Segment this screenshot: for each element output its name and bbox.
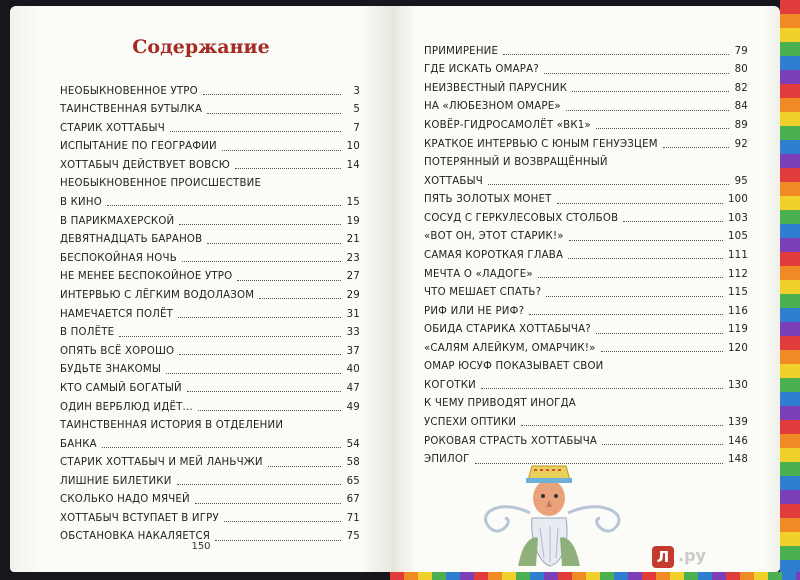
toc-entry-title: НАМЕЧАЕТСЯ ПОЛЁТ (60, 308, 174, 320)
toc-entry (60, 363, 360, 382)
dot-leader (568, 258, 723, 259)
toc-page-number: 40 (346, 364, 360, 376)
toc-entry-title-line: ТАИНСТВЕННАЯ ИСТОРИЯ В ОТДЕЛЕНИИ (60, 419, 284, 431)
toc-entry (424, 81, 748, 100)
toc-entry-title: ХОТТАБЫЧ ВСТУПАЕТ В ИГРУ (60, 512, 219, 524)
toc-entry-line (60, 493, 360, 507)
toc-entry (60, 140, 360, 159)
dot-leader (544, 73, 729, 74)
toc-entry-title: НА «ЛЮБЕЗНОМ ОМАРЕ» (424, 101, 561, 113)
toc-entry (424, 100, 748, 119)
toc-entry-title: ХОТТАБЫЧ (424, 175, 483, 187)
toc-entry (60, 270, 360, 289)
toc-entry (60, 307, 360, 326)
toc-page-number: 21 (346, 234, 360, 246)
toc-entry-line (60, 308, 360, 322)
dot-leader (268, 466, 341, 467)
toc-entry (60, 474, 360, 493)
toc-entry (60, 493, 360, 512)
left-page (10, 6, 392, 572)
toc-entry-title-line: ОМАР ЮСУФ ПОКАЗЫВАЕТ СВОИ (424, 360, 604, 372)
dot-leader (207, 113, 341, 114)
toc-entry-line (60, 326, 360, 340)
toc-page-number: 80 (734, 64, 748, 76)
toc-entry-line (60, 196, 360, 210)
dot-leader (538, 277, 723, 278)
toc-entry-line (60, 382, 360, 396)
rainbow-bottom-stripe (390, 572, 800, 580)
dot-leader (663, 147, 729, 148)
toc-entry-line (424, 230, 748, 244)
toc-page-number: 115 (727, 287, 748, 299)
toc-entry-title: СТАРИК ХОТТАБЫЧ (60, 122, 165, 134)
toc-entry (424, 341, 748, 360)
toc-page-number: 112 (727, 268, 748, 280)
toc-entry (60, 326, 360, 345)
toc-entry (60, 511, 360, 530)
toc-entry-title: УСПЕХИ ОПТИКИ (424, 416, 517, 428)
toc-entry-title: «ВОТ ОН, ЭТОТ СТАРИК!» (424, 231, 564, 243)
toc-page-number: 67 (346, 494, 360, 506)
toc-page-number: 105 (727, 231, 748, 243)
toc-entry-title: БАНКА (60, 438, 97, 450)
toc-entry-title: ЧТО МЕШАЕТ СПАТЬ? (424, 287, 542, 299)
toc-entry-title: ХОТТАБЫЧ ДЕЙСТВУЕТ ВОВСЮ (60, 159, 230, 171)
dot-leader (602, 444, 723, 445)
toc-entry-title: ОБИДА СТАРИКА ХОТТАБЫЧА? (424, 324, 591, 336)
toc-entry-title: БУДЬТЕ ЗНАКОМЫ (60, 364, 162, 376)
toc-entry-line (60, 85, 360, 99)
toc-page-number: 58 (346, 457, 360, 469)
toc-entry-line (60, 159, 360, 173)
toc-entry-line (60, 456, 360, 470)
toc-entry (424, 286, 748, 305)
toc-entry-title: ОПЯТЬ ВСЁ ХОРОШО (60, 345, 175, 357)
toc-page-number: 29 (346, 289, 360, 301)
toc-page-number: 15 (346, 196, 360, 208)
toc-entry-line (60, 438, 360, 452)
toc-page-number: 119 (727, 324, 748, 336)
dot-leader (529, 314, 723, 315)
toc-entry-title: НЕ МЕНЕЕ БЕСПОКОЙНОЕ УТРО (60, 271, 233, 283)
toc-page-number: 130 (727, 379, 748, 391)
toc-entry (60, 419, 360, 456)
toc-entry-title: СОСУД С ГЕРКУЛЕСОВЫХ СТОЛБОВ (424, 212, 619, 224)
toc-entry-line (60, 122, 360, 136)
dot-leader (207, 243, 341, 244)
dot-leader (102, 447, 341, 448)
toc-entry-title: КРАТКОЕ ИНТЕРВЬЮ С ЮНЫМ ГЕНУЭЗЦЕМ (424, 138, 658, 150)
dot-leader (195, 503, 341, 504)
toc-entry (424, 211, 748, 230)
toc-entry (60, 177, 360, 214)
toc-page-number: 47 (346, 382, 360, 394)
toc-title: Содержание (132, 36, 270, 58)
toc-page-number: 103 (727, 212, 748, 224)
toc-entry-title: В КИНО (60, 196, 102, 208)
toc-entry-line (60, 140, 360, 154)
toc-entry-title: КТО САМЫЙ БОГАТЫЙ (60, 382, 182, 394)
toc-entry (424, 137, 748, 156)
dot-leader (596, 128, 729, 129)
dot-leader (546, 296, 723, 297)
toc-entry-line (424, 45, 748, 59)
toc-entry-line (424, 212, 748, 226)
toc-entry (60, 158, 360, 177)
toc-entry-line (424, 119, 748, 133)
toc-entry-line (60, 252, 360, 266)
watermark-text: .ру (678, 546, 706, 565)
toc-page-number: 100 (727, 194, 748, 206)
toc-entry (60, 344, 360, 363)
dot-leader (166, 373, 341, 374)
dot-leader (503, 54, 729, 55)
dot-leader (566, 110, 729, 111)
toc-entry-line (60, 475, 360, 489)
dot-leader (203, 94, 341, 95)
toc-entry-line (60, 401, 360, 415)
toc-entry-title: ОДИН ВЕРБЛЮД ИДЁТ... (60, 401, 193, 413)
toc-page-number: 7 (353, 122, 360, 134)
toc-page-number: 146 (727, 435, 748, 447)
toc-page-number: 82 (734, 82, 748, 94)
toc-entry-line (424, 416, 748, 430)
toc-entry-title: НЕОБЫКНОВЕННОЕ УТРО (60, 85, 198, 97)
toc-entry-line (424, 138, 748, 152)
toc-entry-title-line: НЕОБЫКНОВЕННОЕ ПРОИСШЕСТВИЕ (60, 177, 262, 189)
dot-leader (177, 484, 341, 485)
toc-entry-title: ИСПЫТАНИЕ ПО ГЕОГРАФИИ (60, 141, 217, 153)
toc-entry (424, 156, 748, 193)
toc-entry (60, 381, 360, 400)
toc-page-number: 148 (727, 454, 748, 466)
toc-entry (60, 103, 360, 122)
toc-entry-line (424, 379, 748, 393)
toc-entry (60, 456, 360, 475)
toc-page-number: 65 (346, 475, 360, 487)
toc-entry (424, 118, 748, 137)
toc-entry-title: НЕИЗВЕСТНЫЙ ПАРУСНИК (424, 82, 568, 94)
toc-page-number: 5 (353, 104, 360, 116)
dot-leader (572, 91, 729, 92)
dot-leader (107, 205, 341, 206)
toc-entry (424, 360, 748, 397)
toc-page-number: 3 (353, 85, 360, 97)
toc-entry-line (60, 363, 360, 377)
toc-page-number: 31 (346, 308, 360, 320)
toc-entry (60, 233, 360, 252)
toc-page-number: 14 (346, 159, 360, 171)
toc-entry-title: ЛИШНИЕ БИЛЕТИКИ (60, 475, 172, 487)
toc-entry-line (60, 289, 360, 303)
toc-entry-line (60, 215, 360, 229)
toc-entry (424, 44, 748, 63)
toc-entry-title: МЕЧТА О «ЛАДОГЕ» (424, 268, 533, 280)
dot-leader (569, 240, 723, 241)
toc-entry-line (424, 100, 748, 114)
toc-entry-title: КОВЁР-ГИДРОСАМОЛЁТ «ВК1» (424, 119, 591, 131)
toc-entry-line (424, 193, 748, 207)
toc-entry-title: В ПАРИКМАХЕРСКОЙ (60, 215, 175, 227)
toc-entry-line (424, 268, 748, 282)
toc-entry (424, 248, 748, 267)
toc-entry-title-line: ПОТЕРЯННЫЙ И ВОЗВРАЩЁННЫЙ (424, 156, 608, 168)
toc-entry-line (60, 233, 360, 247)
toc-page-number: 54 (346, 438, 360, 450)
toc-entry-line (424, 63, 748, 77)
toc-entry (424, 230, 748, 249)
dot-leader (224, 521, 341, 522)
toc-entry (60, 84, 360, 103)
toc-entry (424, 397, 748, 434)
toc-entry (424, 193, 748, 212)
dot-leader (557, 203, 723, 204)
toc-page-number: 89 (734, 119, 748, 131)
dot-leader (179, 354, 341, 355)
toc-entry-line (424, 175, 748, 189)
dot-leader (170, 131, 341, 132)
toc-entry (424, 63, 748, 82)
toc-entry-title: В ПОЛЁТЕ (60, 327, 115, 339)
toc-entry-title: «САЛЯМ АЛЕЙКУМ, ОМАРЧИК!» (424, 342, 596, 354)
dot-leader (198, 410, 341, 411)
dot-leader (187, 391, 341, 392)
toc-entry-title: СТАРИК ХОТТАБЫЧ И МЕЙ ЛАНЬЧЖИ (60, 457, 263, 469)
toc-entry-line (424, 249, 748, 263)
rainbow-edge-stripe (780, 0, 800, 580)
toc-entry-title: ИНТЕРВЬЮ С ЛЁГКИМ ВОДОЛАЗОМ (60, 289, 255, 301)
toc-entry (60, 288, 360, 307)
toc-entry-title: КОГОТКИ (424, 379, 476, 391)
dot-leader (222, 150, 341, 151)
toc-entry (424, 267, 748, 286)
dot-leader (182, 261, 341, 262)
toc-entry-line (424, 82, 748, 96)
dot-leader (179, 224, 341, 225)
toc-page-number: 92 (734, 138, 748, 150)
dot-leader (119, 336, 341, 337)
toc-entry-title: РИФ ИЛИ НЕ РИФ? (424, 305, 525, 317)
hottabych-illustration (470, 458, 640, 568)
toc-entry-line (60, 270, 360, 284)
toc-entry-title: ПРИМИРЕНИЕ (424, 45, 499, 57)
toc-page-number: 116 (727, 305, 748, 317)
toc-entry-title: ТАИНСТВЕННАЯ БУТЫЛКА (60, 104, 203, 116)
toc-entry (60, 121, 360, 140)
toc-entry (60, 400, 360, 419)
toc-entry (60, 251, 360, 270)
toc-page-number: 111 (727, 249, 748, 261)
toc-page-number: 139 (727, 416, 748, 428)
toc-entry-line (424, 342, 748, 356)
dot-leader (601, 351, 723, 352)
toc-list-right (424, 44, 748, 471)
page-number: 150 (191, 541, 211, 552)
dot-leader (521, 425, 723, 426)
toc-entry-title: ГДЕ ИСКАТЬ ОМАРА? (424, 64, 539, 76)
dot-leader (596, 333, 723, 334)
toc-page-number: 79 (734, 45, 748, 57)
toc-entry-title: ЭПИЛОГ (424, 454, 470, 466)
toc-page-number: 75 (346, 531, 360, 543)
toc-page-number: 27 (346, 271, 360, 283)
dot-leader (237, 280, 341, 281)
toc-entry-title: ОБСТАНОВКА НАКАЛЯЕТСЯ (60, 531, 211, 543)
dot-leader (481, 388, 723, 389)
dot-leader (259, 298, 341, 299)
toc-entry-line (60, 103, 360, 117)
toc-entry-line (424, 286, 748, 300)
toc-page-number: 120 (727, 342, 748, 354)
toc-page-number: 33 (346, 327, 360, 339)
toc-entry (424, 434, 748, 453)
toc-entry-title: САМАЯ КОРОТКАЯ ГЛАВА (424, 249, 564, 261)
toc-entry (424, 304, 748, 323)
toc-entry-title: БЕСПОКОЙНАЯ НОЧЬ (60, 252, 177, 264)
toc-entry-line (424, 305, 748, 319)
dot-leader (235, 168, 341, 169)
toc-entry-title: РОКОВАЯ СТРАСТЬ ХОТТАБЫЧА (424, 435, 598, 447)
toc-entry (424, 323, 748, 342)
toc-entry-title: ДЕВЯТНАДЦАТЬ БАРАНОВ (60, 234, 203, 246)
dot-leader (178, 317, 341, 318)
toc-page-number: 84 (734, 101, 748, 113)
labirint-logo: Л (652, 546, 674, 568)
toc-list-left (60, 84, 360, 548)
toc-page-number: 23 (346, 252, 360, 264)
dot-leader (623, 221, 723, 222)
toc-page-number: 10 (346, 141, 360, 153)
toc-page-number: 19 (346, 215, 360, 227)
toc-entry-line (60, 512, 360, 526)
toc-page-number: 37 (346, 345, 360, 357)
toc-entry-line (424, 435, 748, 449)
dot-leader (488, 184, 729, 185)
toc-entry-title: ПЯТЬ ЗОЛОТЫХ МОНЕТ (424, 194, 552, 206)
toc-entry-title-line: К ЧЕМУ ПРИВОДЯТ ИНОГДА (424, 397, 576, 409)
toc-entry-line (60, 345, 360, 359)
toc-entry-line (424, 323, 748, 337)
toc-page-number: 71 (346, 512, 360, 524)
toc-entry (60, 214, 360, 233)
toc-page-number: 49 (346, 401, 360, 413)
toc-page-number: 95 (734, 175, 748, 187)
toc-entry-title: СКОЛЬКО НАДО МЯЧЕЙ (60, 494, 190, 506)
